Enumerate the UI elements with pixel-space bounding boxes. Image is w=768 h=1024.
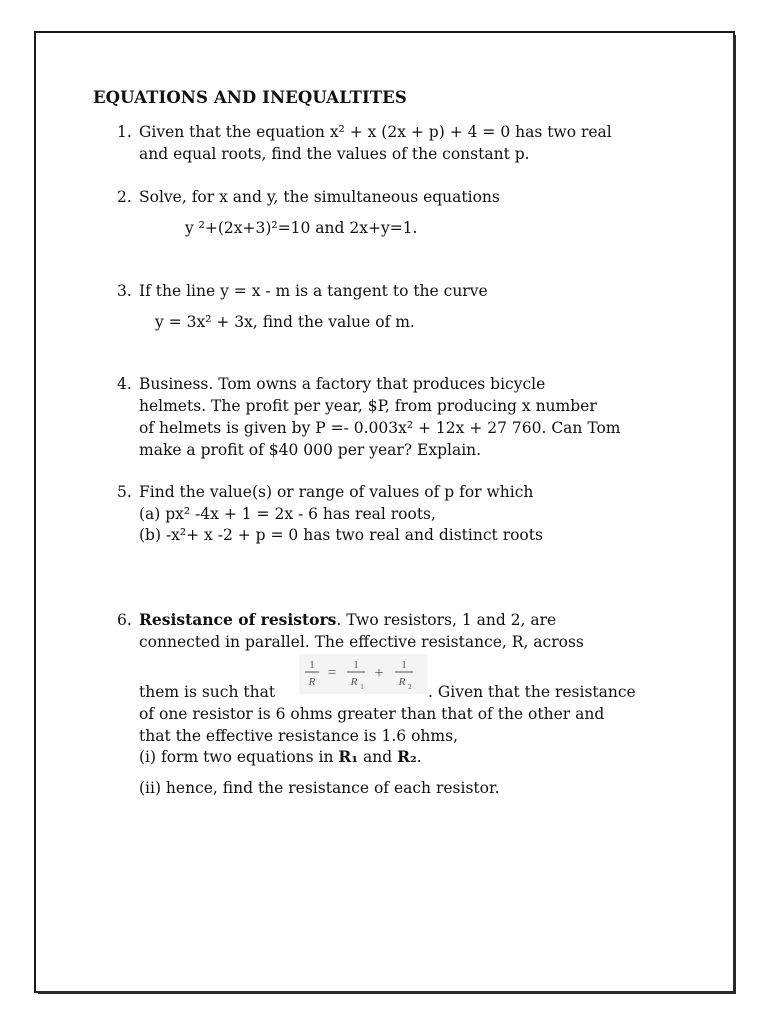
- formula-subscript-1: 1: [360, 683, 364, 691]
- q3-number: 3.: [117, 282, 132, 300]
- q1-line-2: and equal roots, find the values of the constant p.: [139, 145, 530, 163]
- q6-part-i-text: (i) form two equations in: [139, 748, 339, 766]
- q6-part-i: [139, 747, 422, 767]
- formula-plus: +: [374, 665, 384, 682]
- q4-line-3: of helmets is given by P =- 0.003x² + 12x + 27 760. Can Tom: [139, 419, 621, 437]
- q6-line-2: connected in parallel. The effective resistance, R, across: [139, 633, 584, 651]
- formula-numerator-1: 1: [309, 659, 315, 671]
- q6-r1: R₁: [338, 747, 359, 766]
- q1-line-1: Given that the equation x² + x (2x + p) + 4 = 0 has two real: [139, 123, 612, 141]
- q6-r2: R₂: [397, 747, 417, 766]
- q2-equations: y ²+(2x+3)²=10 and 2x+y=1.: [185, 219, 418, 237]
- q6-line-5: that the effective resistance is 1.6 ohms,: [139, 727, 458, 745]
- q3-line-1: If the line y = x - m is a tangent to the curve: [139, 282, 488, 300]
- formula-subscript-2: 2: [408, 683, 412, 691]
- q5-line-1: Find the value(s) or range of values of p for which: [139, 483, 534, 501]
- q6-period: .: [416, 748, 422, 766]
- page-title: EQUATIONS AND INEQUALTITES: [93, 88, 407, 107]
- q5-part-b: (b) -x²+ x -2 + p = 0 has two real and distinct roots: [139, 526, 543, 544]
- q5-part-a: (a) px² -4x + 1 = 2x - 6 has real roots,: [139, 505, 436, 523]
- q2-line-1: Solve, for x and y, the simultaneous equations: [139, 188, 500, 206]
- q4-line-2: helmets. The profit per year, $P, from producing x number: [139, 397, 597, 415]
- formula-denominator-R2: R: [398, 676, 406, 688]
- q2-number: 2.: [117, 188, 132, 206]
- q4-line-1: Business. Tom owns a factory that produces bicycle: [139, 375, 546, 393]
- q6-line-3a: them is such that: [139, 683, 276, 701]
- formula-denominator-R1: R: [350, 676, 358, 688]
- q4-number: 4.: [117, 375, 132, 393]
- q5-number: 5.: [117, 483, 132, 501]
- q4-line-4: make a profit of $40 000 per year? Explain.: [139, 441, 482, 459]
- q6-part-ii: (ii) hence, find the resistance of each resistor.: [139, 779, 500, 797]
- formula-numerator-3: 1: [401, 659, 407, 671]
- q6-line-1: [139, 610, 556, 630]
- q6-and: and: [358, 748, 398, 766]
- q1-number: 1.: [117, 123, 132, 141]
- q6-line-4: of one resistor is 6 ohms greater than that of the other and: [139, 705, 605, 723]
- q6-number: 6.: [117, 611, 132, 629]
- page-shadow-bottom: [38, 991, 736, 994]
- q6-line-1-rest: . Two resistors, 1 and 2, are: [336, 611, 557, 629]
- formula-equals: =: [327, 665, 337, 681]
- q6-line-3b: . Given that the resistance: [428, 683, 636, 701]
- formula-denominator-R: R: [308, 676, 316, 688]
- formula-numerator-2: 1: [353, 659, 359, 671]
- resistance-formula: [299, 654, 427, 694]
- q6-bold-heading: Resistance of resistors: [139, 610, 337, 629]
- q3-line-2: y = 3x² + 3x, find the value of m.: [155, 313, 415, 331]
- page-shadow-right: [733, 35, 736, 993]
